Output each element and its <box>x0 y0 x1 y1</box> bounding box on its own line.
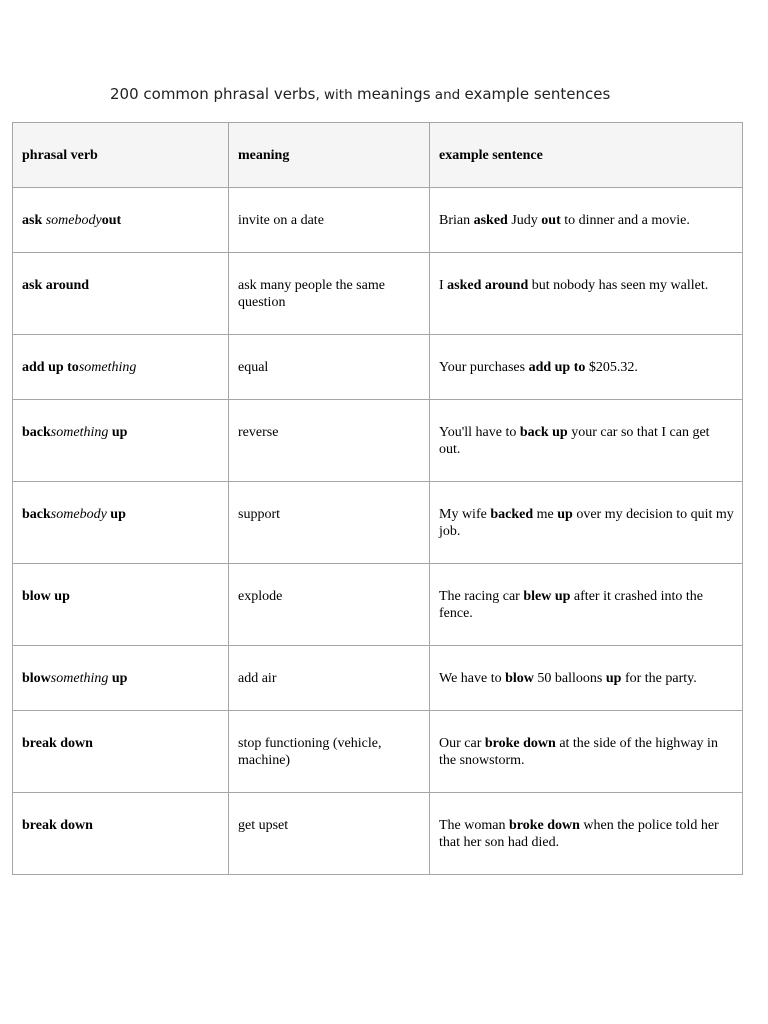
cell-example-sentence <box>430 646 743 711</box>
text-segment: broke down <box>508 818 580 833</box>
text-segment: out <box>541 213 561 228</box>
header-phrasal-verb: phrasal verb <box>13 123 229 188</box>
cell-meaning: explode <box>229 564 430 646</box>
cell-example-sentence <box>430 564 743 646</box>
table-body <box>13 188 743 875</box>
title-part: and <box>430 87 465 103</box>
text-segment: break down <box>22 818 93 833</box>
cell-meaning: invite on a date <box>229 188 430 253</box>
text-segment: broke down <box>484 736 556 751</box>
text-segment: backed <box>490 507 534 522</box>
cell-example-sentence <box>430 793 743 875</box>
text-segment: up <box>108 425 128 440</box>
text-segment: somebody <box>50 507 107 522</box>
text-segment: for the party. <box>621 671 697 686</box>
text-segment: You'll have to <box>439 425 520 440</box>
cell-example-sentence <box>430 482 743 564</box>
table-row <box>13 711 743 793</box>
text-segment: The woman <box>439 818 509 833</box>
title-part: 200 common phrasal verbs <box>110 85 316 103</box>
cell-phrasal-verb <box>13 646 229 711</box>
text-segment: ask around <box>22 278 90 293</box>
text-segment: me <box>533 507 558 522</box>
table-row <box>13 253 743 335</box>
text-segment: break down <box>22 736 93 751</box>
text-segment: back up <box>519 425 568 440</box>
title-part: meanings <box>356 85 431 103</box>
text-segment: blow <box>505 671 534 686</box>
text-segment: something <box>78 360 137 375</box>
text-segment: The racing car <box>439 589 524 604</box>
text-segment: add up to <box>22 360 79 375</box>
text-segment: $205.32. <box>585 360 638 375</box>
text-segment: up <box>106 507 126 522</box>
table-row <box>13 646 743 711</box>
text-segment: back <box>22 425 51 440</box>
cell-example-sentence <box>430 400 743 482</box>
cell-meaning: equal <box>229 335 430 400</box>
text-segment: add up to <box>528 360 586 375</box>
cell-meaning: get upset <box>229 793 430 875</box>
cell-phrasal-verb <box>13 400 229 482</box>
text-segment: We have to <box>439 671 506 686</box>
cell-meaning: stop functioning (vehicle, machine) <box>229 711 430 793</box>
cell-phrasal-verb <box>13 335 229 400</box>
title-part: , with <box>315 87 357 103</box>
text-segment: back <box>22 507 51 522</box>
text-segment: something <box>50 671 109 686</box>
text-segment: to dinner and a movie. <box>560 213 690 228</box>
cell-phrasal-verb <box>13 188 229 253</box>
phrasal-verbs-table <box>12 122 743 875</box>
cell-meaning: add air <box>229 646 430 711</box>
cell-example-sentence <box>430 335 743 400</box>
table-row <box>13 482 743 564</box>
text-segment: up <box>605 671 622 686</box>
table-row <box>13 793 743 875</box>
text-segment: My wife <box>439 507 491 522</box>
table-row <box>13 564 743 646</box>
text-segment: blow up <box>22 589 70 604</box>
text-segment: Judy <box>507 213 542 228</box>
text-segment: I <box>439 278 448 293</box>
text-segment: when the police told her that her son had died. <box>439 818 719 850</box>
cell-meaning: reverse <box>229 400 430 482</box>
text-segment: up <box>108 671 128 686</box>
text-segment: ask <box>22 213 46 228</box>
text-segment: Brian <box>439 213 474 228</box>
text-segment: blew up <box>523 589 571 604</box>
cell-meaning: ask many people the same question <box>229 253 430 335</box>
text-segment: but nobody has seen my wallet. <box>528 278 709 293</box>
title-part: example sentences <box>464 85 611 103</box>
text-segment: asked <box>473 213 508 228</box>
text-segment: asked around <box>447 278 529 293</box>
text-segment: over my decision to quit my job. <box>439 507 734 539</box>
document-title <box>110 85 630 105</box>
table-row <box>13 335 743 400</box>
cell-example-sentence <box>430 711 743 793</box>
text-segment: Our car <box>439 736 485 751</box>
text-segment: out <box>101 213 122 228</box>
cell-phrasal-verb <box>13 711 229 793</box>
text-segment: blow <box>22 671 51 686</box>
table-header-row <box>13 123 743 188</box>
text-segment: your car so that I can get out. <box>439 425 710 457</box>
text-segment: somebody <box>45 213 102 228</box>
text-segment: at the side of the highway in the snowstorm. <box>439 736 718 768</box>
cell-meaning: support <box>229 482 430 564</box>
table-row <box>13 400 743 482</box>
table-row <box>13 188 743 253</box>
cell-phrasal-verb <box>13 564 229 646</box>
header-meaning: meaning <box>229 123 430 188</box>
cell-example-sentence <box>430 188 743 253</box>
cell-example-sentence <box>430 253 743 335</box>
text-segment: 50 balloons <box>533 671 606 686</box>
cell-phrasal-verb <box>13 482 229 564</box>
text-segment: something <box>50 425 109 440</box>
header-example-sentence: example sentence <box>430 123 743 188</box>
text-segment: up <box>557 507 573 522</box>
text-segment: after it crashed into the fence. <box>439 589 703 621</box>
cell-phrasal-verb <box>13 253 229 335</box>
cell-phrasal-verb <box>13 793 229 875</box>
text-segment: Your purchases <box>439 360 529 375</box>
